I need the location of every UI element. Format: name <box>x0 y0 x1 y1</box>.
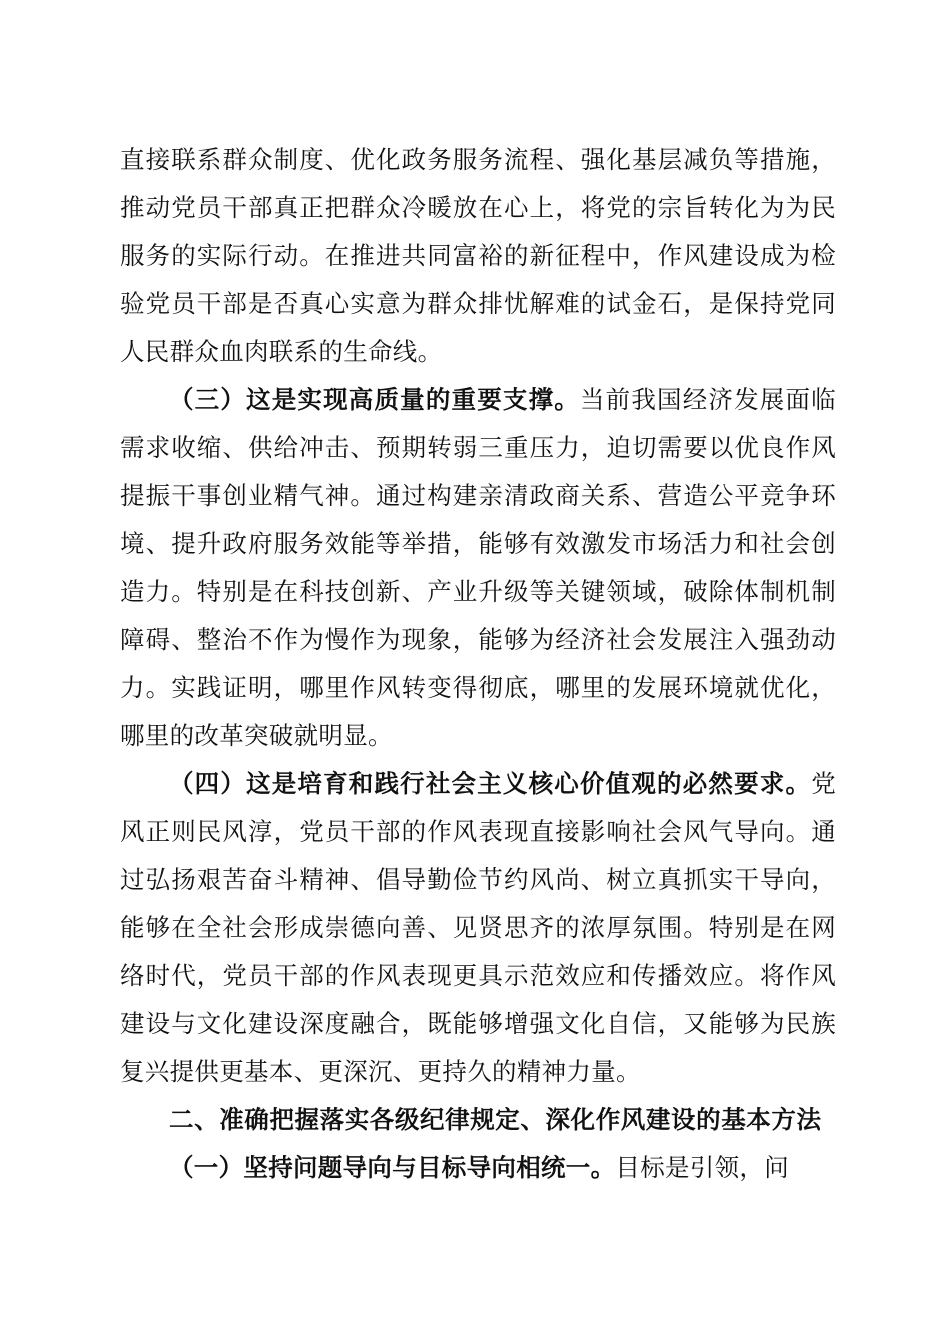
paragraph-3-section <box>120 376 836 760</box>
paragraph-2-1-section <box>120 1144 836 1192</box>
paragraph-1 <box>120 136 836 376</box>
paragraph-1-text: 直接联系群众制度、优化政务服务流程、强化基层减负等措施，推动党员干部真正把群众冷暖放在心上，将党的宗旨转化为为民服务的实际行动。在推进共同富裕的新征程中，作风建设成为检验党员干部是否真心实意为群众排忧解难的试金石，是保持党同人民群众血肉联系的生命线。 <box>120 145 836 366</box>
section-2-1-text: 目标是引领，问 <box>615 1153 790 1182</box>
section-3-text: 当前我国经济发展面临需求收缩、供给冲击、预期转弱三重压力，迫切需要以优良作风提振干事创业精气神。通过构建亲清政商关系、营造公平竞争环境、提升政府服务效能等举措，能够有效激发市场活力和社会创造力。特别是在科技创新、产业升级等关键领域，破除体制机制障碍、整治不作为慢作为现象，能够为经济社会发展注入强劲动力。实践证明，哪里作风转变得彻底，哪里的发展环境就优化，哪里的改革突破就明显。 <box>120 385 836 750</box>
section-3-lead: （三）这是实现高质量的重要支撑。 <box>169 385 580 414</box>
chapter-2-heading <box>120 1096 836 1144</box>
section-2-1-lead: （一）坚持问题导向与目标导向相统一。 <box>169 1153 616 1182</box>
section-4-lead: （四）这是培育和践行社会主义核心价值观的必然要求。 <box>169 769 812 798</box>
chapter-2-heading-text: 二、准确把握落实各级纪律规定、深化作风建设的基本方法 <box>169 1105 822 1134</box>
document-body <box>120 136 836 1192</box>
paragraph-4-section <box>120 760 836 1096</box>
section-4-text: 党风正则民风淳，党员干部的作风表现直接影响社会风气导向。通过弘扬艰苦奋斗精神、倡导勤俭节约风尚、树立真抓实干导向，能够在全社会形成崇德向善、见贤思齐的浓厚氛围。特别是在网络时代，党员干部的作风表现更具示范效应和传播效应。将作风建设与文化建设深度融合，既能够增强文化自信，又能够为民族复兴提供更基本、更深沉、更持久的精神力量。 <box>120 769 836 1086</box>
